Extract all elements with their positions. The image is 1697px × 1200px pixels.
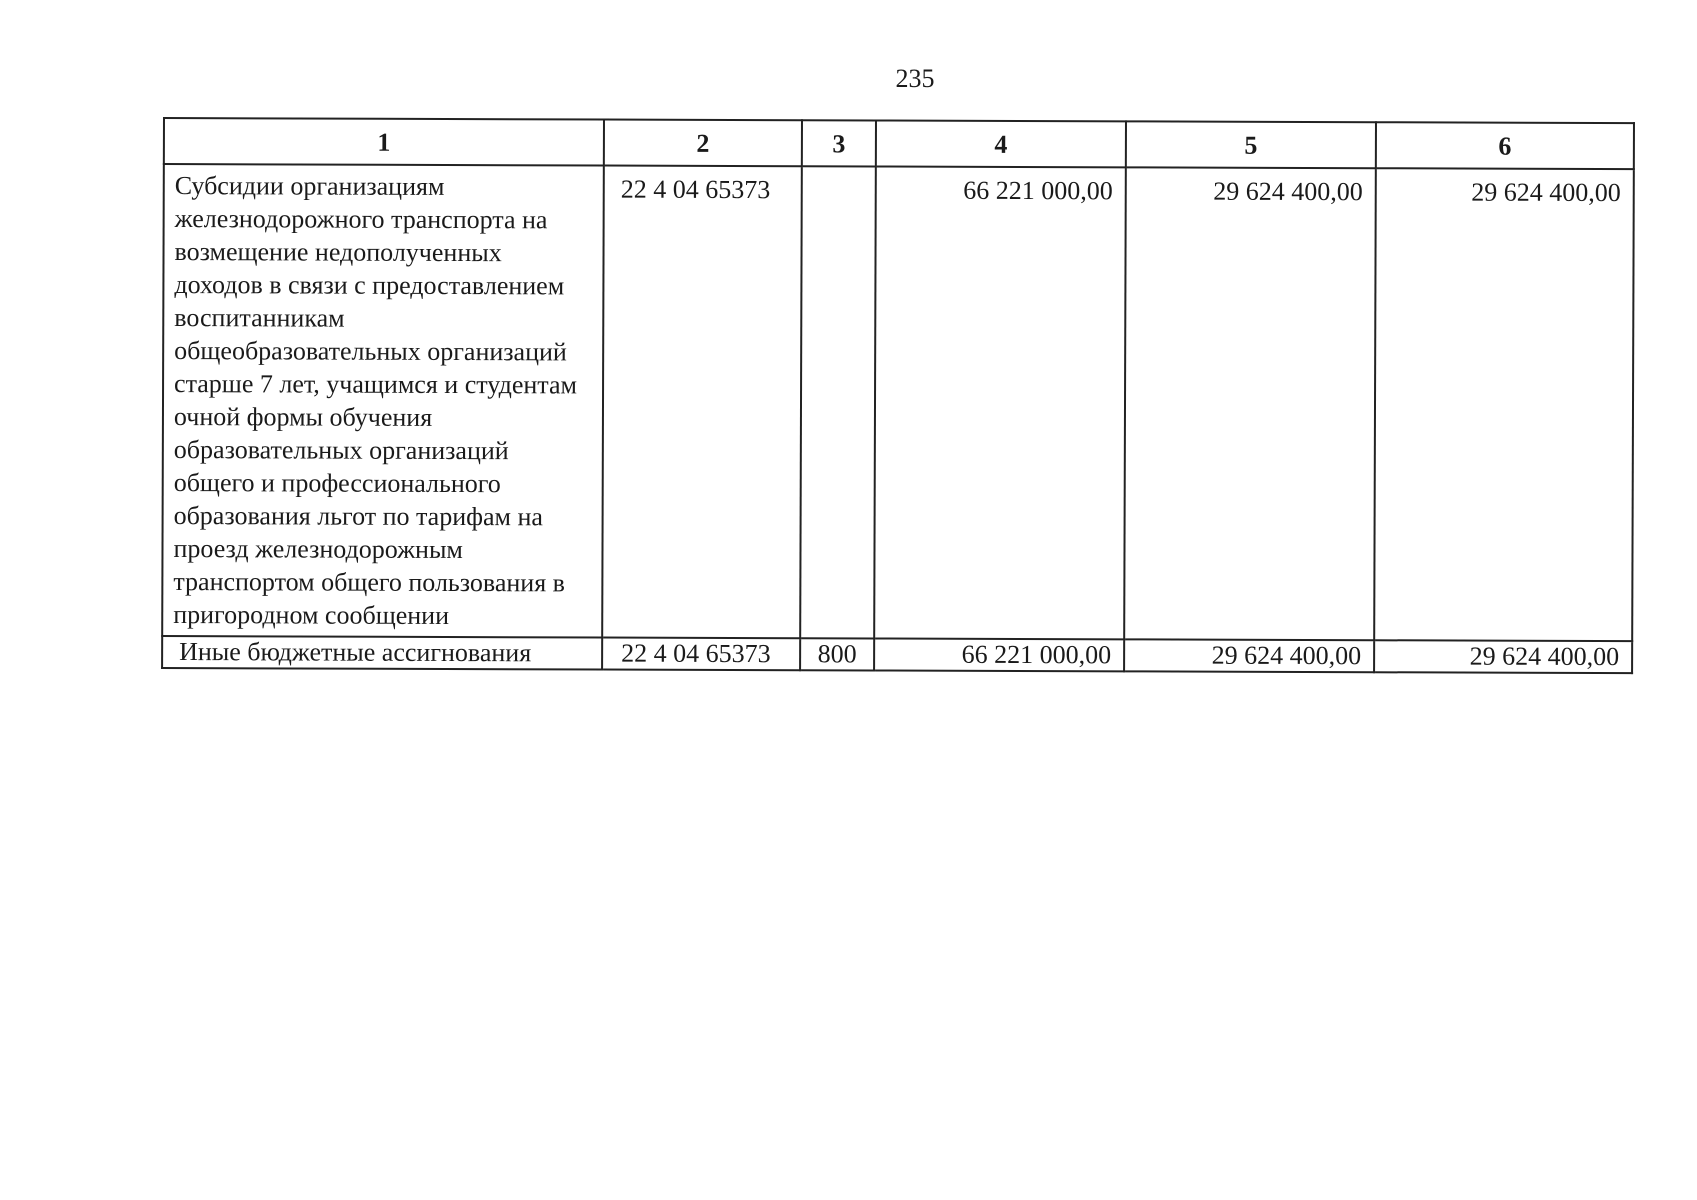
table-row xyxy=(162,636,1632,673)
row-type-cell: 800 xyxy=(800,638,874,670)
row-sum-2-cell: 29 624 400,00 xyxy=(1124,167,1376,640)
row-sum-2-cell: 29 624 400,00 xyxy=(1124,639,1374,672)
table-header-row xyxy=(164,118,1634,169)
table-row xyxy=(162,164,1634,641)
row-code-cell: 22 4 04 65373 xyxy=(602,166,802,639)
row-sum-3-cell: 29 624 400,00 xyxy=(1374,168,1634,641)
column-header-1: 1 xyxy=(164,118,604,166)
column-header-6: 6 xyxy=(1376,122,1634,169)
row-code-cell: 22 4 04 65373 xyxy=(602,638,800,671)
column-header-5: 5 xyxy=(1126,121,1376,168)
column-header-4: 4 xyxy=(876,120,1126,167)
budget-table xyxy=(161,117,1635,674)
column-header-3: 3 xyxy=(802,120,876,166)
row-name-cell: Субсидии организациям железнодорожного транспорта на возмещение недополученных доходов в связи с предоставлением воспитанникам общеобразовательных организаций старше 7 лет, учащимся и студентам очной формы обучения образовательных организаций общего и профессионального образования льгот по тарифам на проезд железнодорожным транспортом общего пользования в пригородном сообщении xyxy=(162,164,604,638)
row-type-cell xyxy=(800,166,876,638)
column-header-2: 2 xyxy=(604,120,802,167)
row-sum-3-cell: 29 624 400,00 xyxy=(1374,640,1632,673)
page-number: 235 xyxy=(895,64,935,93)
row-sum-1-cell: 66 221 000,00 xyxy=(874,638,1124,671)
row-sum-1-cell: 66 221 000,00 xyxy=(874,166,1126,639)
row-name-cell: Иные бюджетные ассигнования xyxy=(162,636,602,670)
